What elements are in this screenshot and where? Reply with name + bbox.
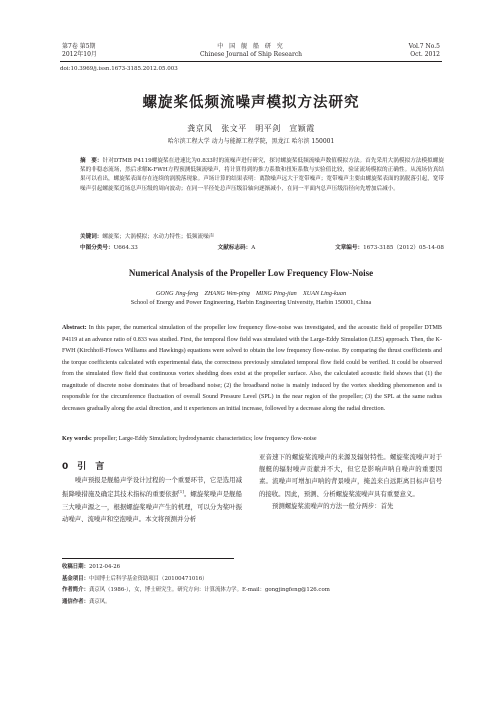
- clc-label: 中图分类号：: [80, 245, 114, 251]
- affiliation-cn: 哈尔滨工程大学 动力与能源工程学院，黑龙江 哈尔滨 150001: [167, 138, 335, 145]
- paper-title-en: Numerical Analysis of the Propeller Low Frequency Flow-Noise: [128, 268, 374, 278]
- abstract-en: [62, 323, 442, 415]
- citation-ref: [1]: [178, 489, 184, 495]
- article-label: 文章编号：: [335, 245, 364, 251]
- author-value: 龚京风（1986-），女，博士研究生。研究方向：计算流体力学。E-mail：gongjingfeng@126.com: [88, 587, 330, 594]
- doi-line: doi:10.3969/j.issn.1673-3185.2012.05.003: [60, 66, 178, 72]
- body-left-text-2: 。螺旋桨噪声是舰船三大噪声源之一，根据螺旋桨噪声产生的机理，可以分为桨叶振动噪声、流噪声和空泡噪声。本文将预测并分析: [62, 490, 242, 523]
- clc-value: U664.33: [113, 245, 138, 251]
- doc-code: [218, 243, 256, 251]
- body-left-text: 噪声预报是舰船声学设计过程的一个重要环节，它是选用减振降噪措施及确定其技术指标的重要依据: [62, 476, 242, 499]
- header-journal-en: Chinese Journal of Ship Research: [199, 50, 303, 58]
- keywords-en: [62, 436, 317, 442]
- keywords-cn-text: 螺旋桨；大涡模拟；水动力特性；低频流噪声: [102, 234, 215, 240]
- fund-label: 基金项目：: [62, 575, 89, 582]
- authors-en: GONG Jing-feng ZHANG Wen-ping MING Ping-jian XUAN Ling-kuan: [155, 290, 347, 297]
- abstract-cn: [80, 157, 444, 194]
- author-label: 作者简介：: [62, 587, 89, 594]
- received-label: 收稿日期：: [62, 564, 89, 570]
- section-heading-introduction: 0 引 言: [62, 462, 105, 472]
- header-issue-block: [409, 43, 440, 58]
- authors-cn: 龚京风 张文平 明平剑 宣颖霞: [187, 124, 315, 133]
- footnotes: [62, 562, 442, 609]
- keywords-cn-label: 关键词：: [80, 234, 103, 240]
- abstract-en-text: In this paper, the numerical simulation of the propeller low frequency flow-noise was investigated, and the acoustic field of propeller DTMB P4119 at an advance ratio of 0.833 was studied. First, the temporal flow field was simulated with the Large-Eddy Simulation (LES) approach. Then, the K-FWH (Kirchhoff-Ffowcs Williams and Hawkings) equations were solved to obtain the low frequency flow-noise. By comparing the thrust coefficients and the torque coefficients calculated with experimental data, the correctness previously simulated temporal flow field could be verified. It could be observed from the simulated flow field that continuous vortex shedding does exist at the propeller surface. Also, the calculated acoustic field shows that (1) the magnitude of discrete noise dominates that of broadband noise; (2) the broadband noise is mainly induced by the vortex shedding phenomenon and is responsible for the circumference fluctuation of overall Sound Pressure Level (SPL) in the near region of the propeller; (3) the SPL at the same radius decreases gradually along the axial direction, and it experiences an initial increase, followed by a decrease along the radial direction.: [62, 325, 442, 412]
- abstract-cn-text: 针对DTMB P4119螺旋桨在进速比为0.833时的流噪声进行研究，探讨螺旋桨低频流噪声数值模拟方法。首先采用大涡模拟方法模拟螺旋桨的非稳态流场，然后求解K-FWH方程预测低频流噪声，将计算得到的推力系数和扭矩系数与实验值比较，验证流场模拟的正确性。从流场仿真结果可以看出，螺旋桨表面存在连续的涡脱落现象。声场计算的结果表明：离散噪声远大于宽带噪声；宽带噪声主要由螺旋桨表面的涡脱落引起，宽带噪声引起螺旋桨近场总声压级的周向波动；在同一半径处总声压级沿轴向逐渐减小，在同一平面内总声压级沿径向先增加后减小。: [80, 158, 444, 192]
- footnote-fund: [62, 574, 442, 586]
- corr-label: 通信作者：: [62, 599, 89, 606]
- footnote-corresponding: [62, 597, 442, 609]
- abstract-cn-label: 摘 要：: [80, 158, 103, 164]
- body-column-left: [62, 474, 242, 525]
- body-right-paragraph-2: 预测螺旋桨流噪声的方法一般分两步：首先: [272, 501, 394, 510]
- keywords-en-text: propeller; Large-Eddy Simulation; hydrodynamic characteristics; low frequency flow-noise: [93, 436, 317, 442]
- body-right-paragraph-1: 亚音速下的螺旋桨流噪声的来源及辐射特性。螺旋桨流噪声对于舰艇的辐射噪声贡献并不大，但它是影响声呐自噪声的重要因素。流噪声可增加声呐的背景噪声，掩盖来自远距离目标声信号的接收。因此，预测、分析螺旋桨流噪声具有重要意义。: [259, 453, 442, 498]
- article-number: [335, 243, 444, 251]
- body-column-right: [259, 451, 442, 512]
- header-journal-cn: 中 国 舰 船 研 究: [217, 43, 285, 50]
- keywords-en-label: Key words:: [62, 436, 92, 442]
- article-value: 1673-3185（2012）05-14-08: [363, 245, 444, 251]
- classification-row: [80, 243, 444, 251]
- corr-value: 龚京风。: [88, 599, 111, 606]
- header-volume-cn: 第7卷 第5期: [62, 43, 96, 50]
- footnote-divider: [62, 558, 234, 559]
- affiliation-en: School of Energy and Power Engineering, Harbin Engineering University, Harbin 150001, China: [130, 299, 372, 306]
- footnote-author: [62, 585, 442, 597]
- header-date-cn: 2012年10月: [62, 50, 97, 58]
- paper-title-cn: 螺旋桨低频流噪声模拟方法研究: [142, 95, 360, 111]
- doc-label: 文献标志码：: [217, 245, 252, 251]
- header-divider: [60, 61, 442, 62]
- clc-code: [80, 243, 138, 251]
- fund-value: 中国博士后科学基金资助项目（20100471016）: [88, 575, 208, 582]
- header-volume-en: Vol.7 No.5: [408, 43, 440, 50]
- header-date-en: Oct. 2012: [410, 50, 440, 58]
- footnote-received: [62, 562, 442, 574]
- received-value: 2012-04-26: [88, 564, 121, 570]
- abstract-en-label: Abstract:: [62, 325, 87, 331]
- doc-value: A: [251, 245, 256, 251]
- keywords-cn: [80, 232, 214, 240]
